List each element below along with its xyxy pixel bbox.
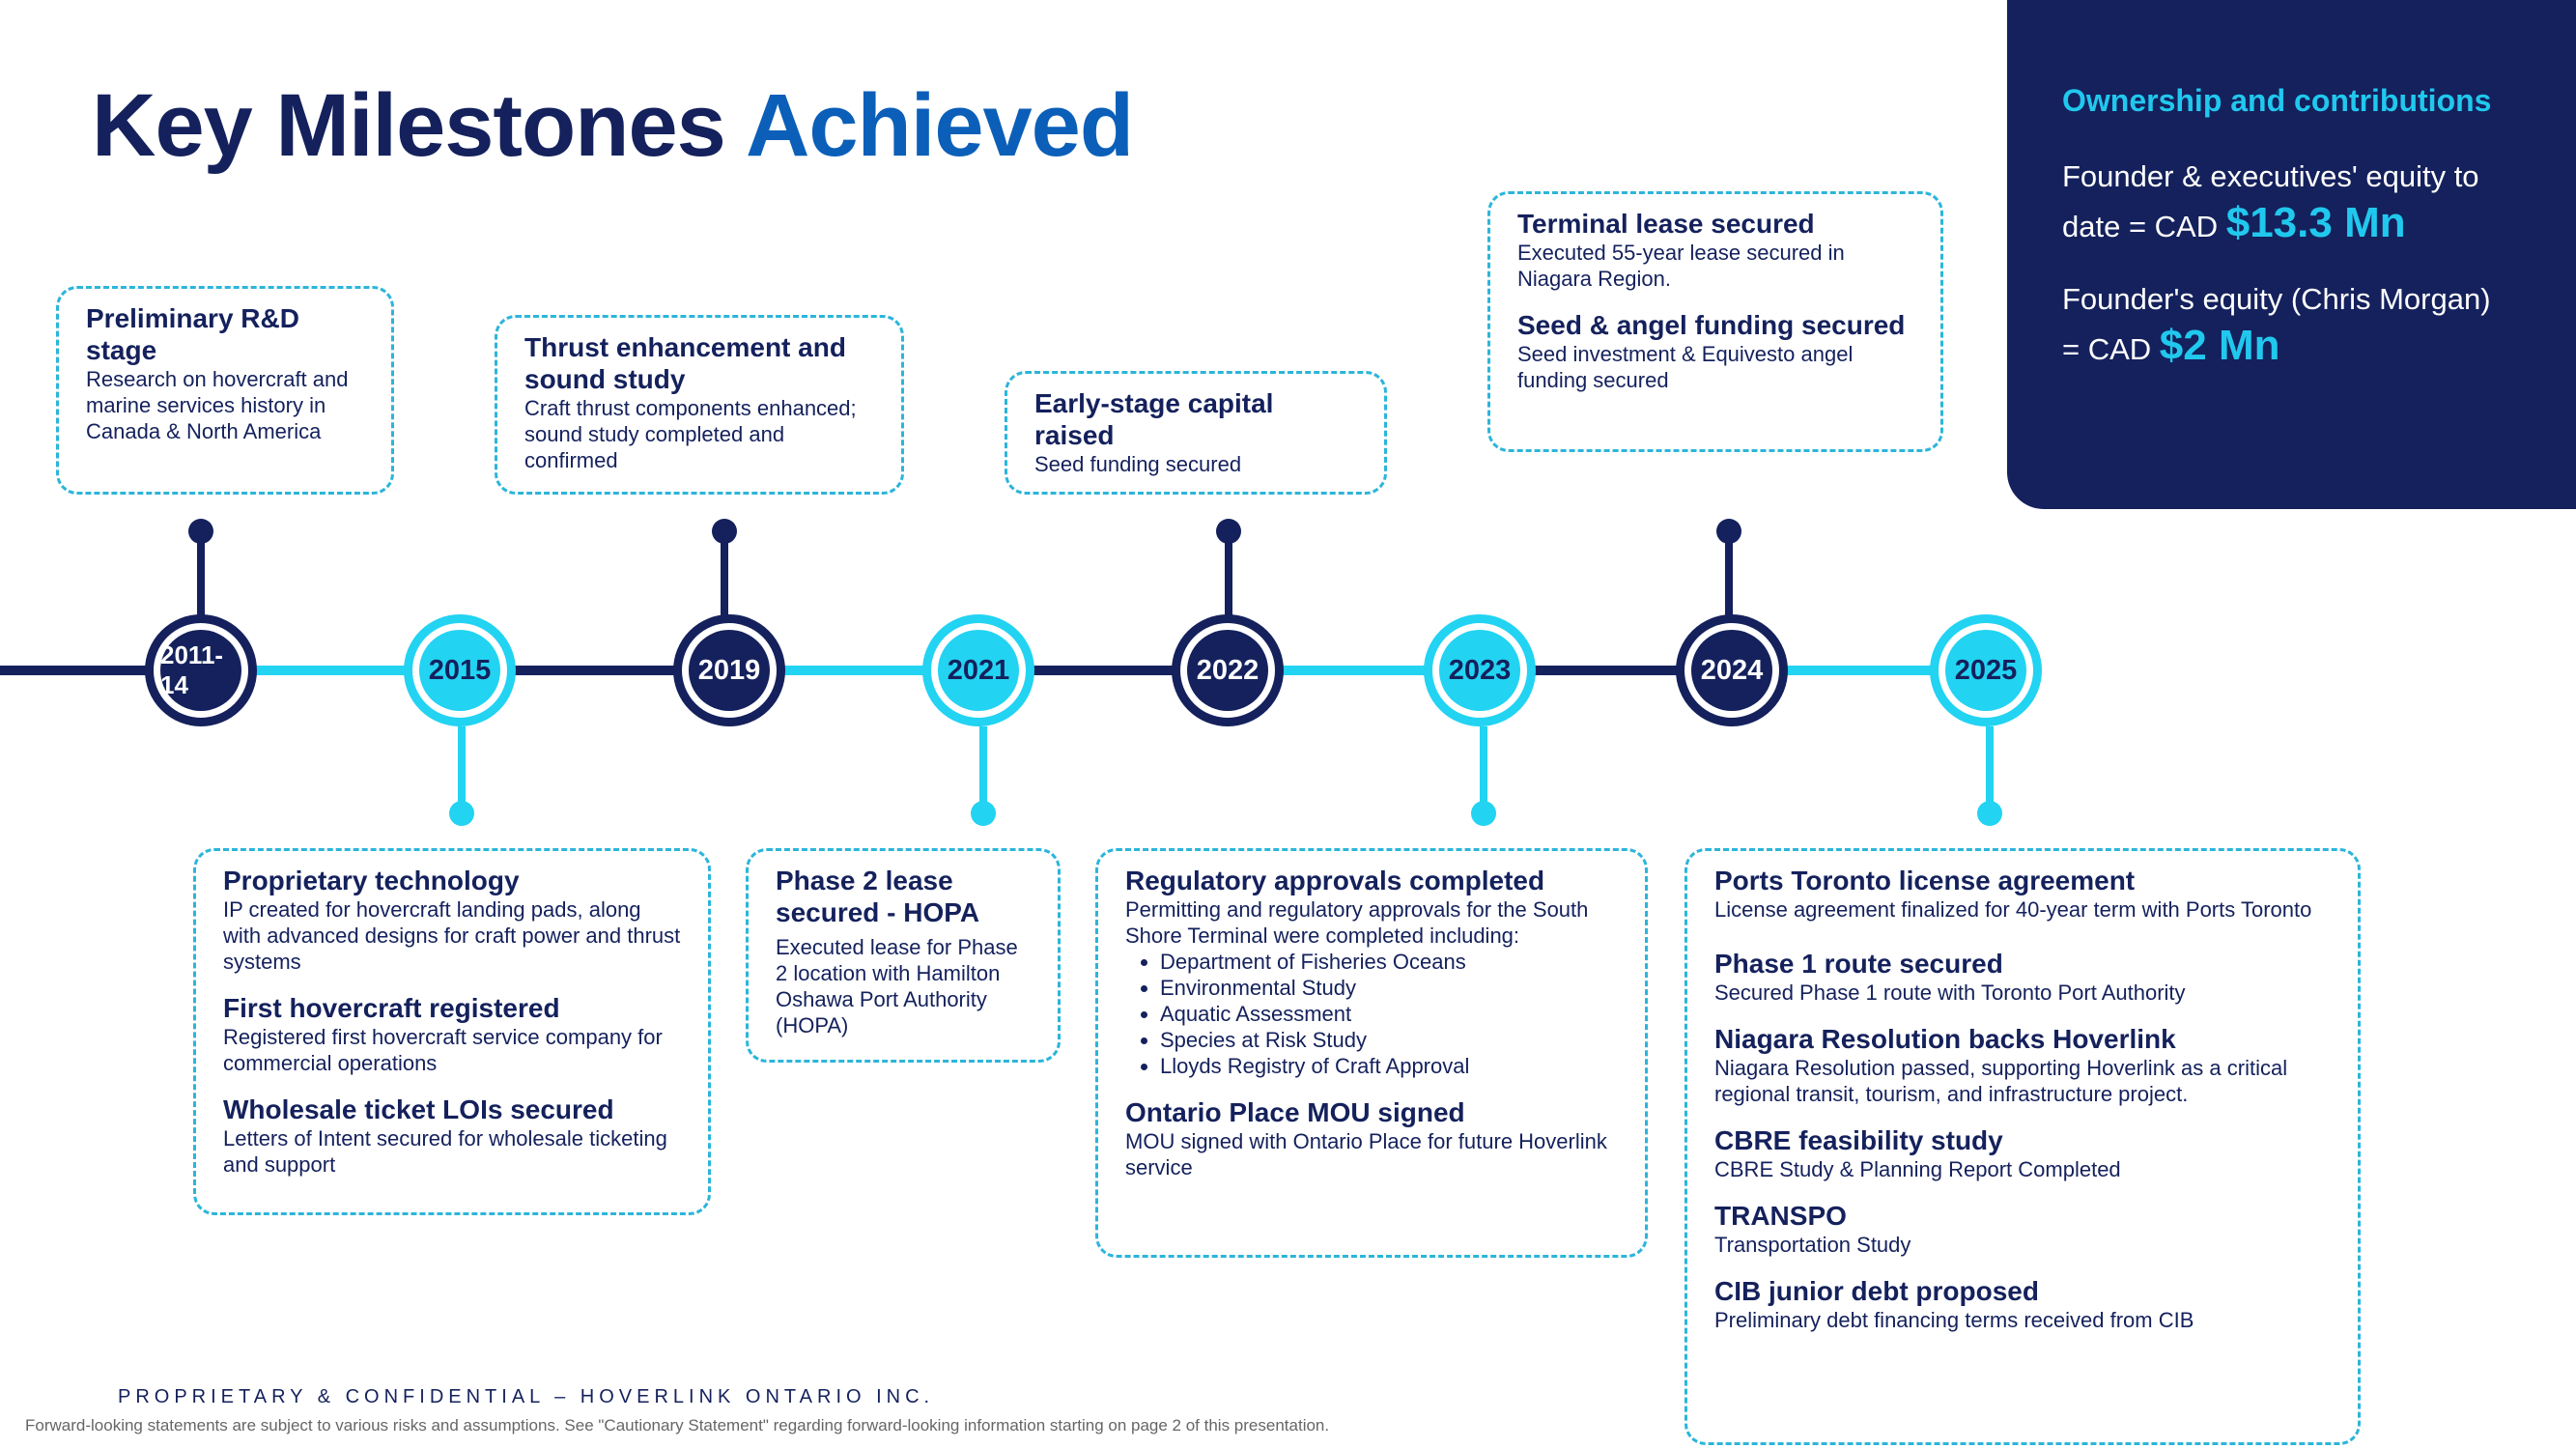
milestone-card-2023: Regulatory approvals completed Permitting and regulatory approvals for the South Shore Terminal were completed including: • Department of Fisheries Oceans • Environmental Study • Aquatic Assessment • Species at Risk Study • Lloyds Registry of Craft Approval Ontario Place MOU signed MOU signed with Ontario Place for future Hoverlink service	[1095, 848, 1648, 1258]
connector-stem	[458, 726, 466, 811]
list-item: • Species at Risk Study	[1160, 1027, 1618, 1053]
connector-dot	[971, 801, 996, 826]
year-node-2025: 2025	[1930, 614, 2042, 726]
disclaimer: Forward-looking statements are subject to various risks and assumptions. See "Cautionary Statement" regarding forward-looking information starting on page 2 of this presentation.	[25, 1416, 1330, 1435]
regulatory-approvals-list	[1125, 949, 1618, 1079]
connector-stem	[1986, 726, 1994, 811]
page-title: Key Milestones Achieved	[92, 76, 1134, 175]
milestone-card-2011-14: Preliminary R&D stage Research on hovercraft and marine services history in Canada & North America	[56, 286, 394, 495]
connector-dot	[1471, 801, 1496, 826]
year-node-2023: 2023	[1424, 614, 1536, 726]
founder-equity-value: $2 Mn	[2159, 322, 2280, 369]
founder-executives-equity-value: $13.3 Mn	[2225, 199, 2406, 246]
year-node-2022: 2022	[1172, 614, 1284, 726]
confidential-notice: PROPRIETARY & CONFIDENTIAL – HOVERLINK ONTARIO INC.	[118, 1386, 935, 1407]
connector-dot	[1216, 519, 1241, 544]
connector-dot	[712, 519, 737, 544]
ownership-line4: = CAD $2 Mn	[2062, 322, 2280, 369]
ownership-line3: Founder's equity (Chris Morgan)	[2062, 282, 2491, 316]
milestone-card-2015: Proprietary technology IP created for hovercraft landing pads, along with advanced designs for craft power and thrust systems First hovercraft registered Registered first hovercraft service company for commercial operations Wholesale ticket LOIs secured Letters of Intent secured for wholesale ticketing and support	[193, 848, 711, 1215]
connector-stem	[979, 726, 987, 811]
milestone-card-2019: Thrust enhancement and sound study Craft thrust components enhanced; sound study completed and confirmed	[495, 315, 904, 495]
connector-dot	[449, 801, 474, 826]
year-node-2024: 2024	[1676, 614, 1788, 726]
year-node-2011-14: 2011-14	[145, 614, 257, 726]
connector-dot	[1977, 801, 2002, 826]
ownership-line2: date = CAD $13.3 Mn	[2062, 199, 2406, 246]
connector-dot	[1716, 519, 1741, 544]
list-item: • Department of Fisheries Oceans	[1160, 949, 1618, 975]
connector-dot	[188, 519, 213, 544]
list-item: • Lloyds Registry of Craft Approval	[1160, 1053, 1618, 1079]
milestone-card-2022: Early-stage capital raised Seed funding secured	[1005, 371, 1387, 495]
list-item: • Aquatic Assessment	[1160, 1001, 1618, 1027]
milestone-card-2021: Phase 2 lease secured - HOPA Executed lease for Phase 2 location with Hamilton Oshawa Port Authority (HOPA)	[746, 848, 1061, 1063]
milestone-card-2025: Ports Toronto license agreement License agreement finalized for 40-year term with Ports Toronto Phase 1 route secured Secured Phase 1 route with Toronto Port Authority Niagara Resolution backs Hoverlink Niagara Resolution passed, supporting Hoverlink as a critical regional transit, tourism, and infrastructure project. CBRE feasibility study CBRE Study & Planning Report Completed TRANSPO Transportation Study CIB junior debt proposed Preliminary debt financing terms received from CIB	[1684, 848, 2361, 1445]
ownership-line1: Founder & executives' equity to	[2062, 159, 2479, 193]
connector-stem	[1480, 726, 1487, 811]
milestone-card-2024: Terminal lease secured Executed 55-year lease secured in Niagara Region. Seed & angel funding secured Seed investment & Equivesto angel funding secured	[1487, 191, 1943, 452]
list-item: • Environmental Study	[1160, 975, 1618, 1001]
ownership-heading: Ownership and contributions	[2062, 83, 2492, 118]
year-node-2019: 2019	[673, 614, 785, 726]
year-node-2021: 2021	[922, 614, 1034, 726]
ownership-panel	[2007, 0, 2576, 509]
year-node-2015: 2015	[404, 614, 516, 726]
